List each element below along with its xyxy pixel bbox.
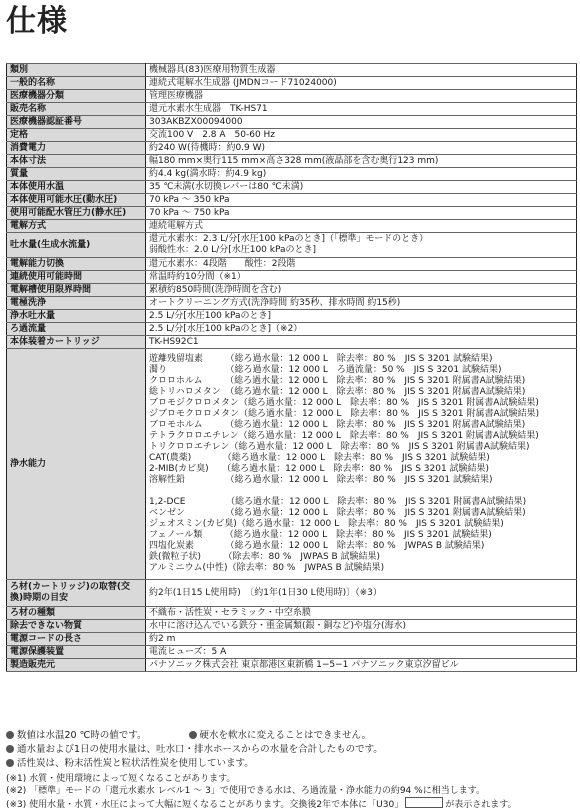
bullet-text: 数値は水温20 ℃時の値です。 [17,730,147,741]
spec-value [146,168,577,181]
spec-row [7,646,577,659]
spec-value-line: パナソニック株式会社 東京都港区東新橋 1−5−1 パナソニック東京汐留ビル [149,659,459,670]
spec-row [7,90,577,103]
spec-value [146,129,577,142]
spec-value [146,194,577,207]
spec-label: ろ過流量 [7,323,146,336]
spec-label: 連続使用可能時間 [7,271,146,284]
spec-value [146,284,577,297]
spec-value-line: 303AKBZX00094000 [149,116,243,127]
spec-label: 本体使用可能水圧(動水圧) [7,194,146,207]
spec-value [146,646,577,659]
spec-row [7,271,577,284]
spec-value [146,607,577,620]
spec-value-line: 溶解性鉛 （総ろ過水量：12 000 L 除去率：80 % JIS S 3201 試験結果) [149,475,493,485]
spec-value-line: 不織布・活性炭・セラミック・中空糸膜 [149,607,311,618]
bullet-line [6,757,577,771]
spec-value-line: 遊離残留塩素 （総ろ過水量：12 000 L 除去率：80 % JIS S 3201 試験結果) [149,354,493,364]
spec-label: 電極洗浄 [7,297,146,310]
bullet-notes [6,729,577,771]
spec-value-line: 弱酸性水：2.0 L/分[水圧100 kPaのとき] [149,245,317,255]
spec-row [7,258,577,271]
spec-label: 一般的名称 [7,77,146,90]
spec-value-line: 2.5 L/分[水圧100 kPaのとき] [149,310,272,321]
spec-value-line: 常温時約10分間（※1） [149,271,246,282]
footnote-text: が表示されます。 [445,800,517,810]
spec-value-line: 約2 m [149,633,176,644]
spec-value-line: テトラクロロエチレン（総ろ過水量：12 000 L 除去率：80 % JIS S 3201 附属書A試験結果) [149,431,539,441]
spec-value [146,297,577,310]
spec-label: 製造販売元 [7,659,146,672]
spec-value [146,271,577,284]
spec-value [146,77,577,90]
spec-value-line: オートクリーニング方式(洗浄時間 約35秒、排水時間 約15秒) [149,297,401,308]
display-indicator-box [405,797,443,808]
spec-label: ろ材(カートリッジ)の取替(交換)時期の目安 [7,580,146,607]
spec-row [7,155,577,168]
spec-row [7,129,577,142]
spec-table [6,63,577,672]
bullet-dot-icon [6,745,14,753]
spec-row [7,77,577,90]
spec-value [146,155,577,168]
spec-label: 浄水能力 [7,349,146,580]
spec-row [7,607,577,620]
spec-value-line: 累積約850時間(洗浄時間を含む) [149,284,282,295]
spec-value [146,142,577,155]
bullet-dot-icon [6,731,14,739]
spec-value-line: 約4.4 kg(満水時：約4.9 kg) [149,168,267,179]
footnote [6,797,577,811]
footnote: (※2) 「標準」モードの「還元水素水 レベル1 ～ 3」で使用できる水は、ろ過流量・浄水能力の約94 %に相当します。 [6,786,485,796]
spec-value-line: 鉄(微粒子状) （除去率：80 % JWPAS B 試験結果) [149,552,381,562]
bullet-dot-icon [189,731,197,739]
spec-row [7,220,577,233]
bullet-text: 活性炭は、粉末活性炭と粒状活性炭を使用しています。 [17,758,254,769]
spec-row [7,142,577,155]
spec-value-line: 連続電解方式 [149,220,204,231]
spec-value-line: 管理医療機器 [149,90,204,101]
spec-label: 質量 [7,168,146,181]
spec-value-line: ジブロモクロロメタン（総ろ過水量：12 000 L 除去率：80 % JIS S 3201 附属書A試験結果) [149,409,540,419]
spec-value [146,310,577,323]
spec-label: 医療機器認証番号 [7,116,146,129]
spec-label: 本体寸法 [7,155,146,168]
spec-value-line: 還元水素水：2.3 L/分[水圧100 kPaのとき]（「標準」モードのとき） [149,234,429,244]
bullet-line [6,729,577,743]
spec-value [146,116,577,129]
bullet-text: 通水量および1日の使用水量は、吐水口・排水ホースからの水量を合計したものです。 [17,744,383,755]
spec-value [146,659,577,672]
spec-row [7,233,577,258]
spec-value-line: 還元水素水：4段階 酸性：2段階 [149,258,296,269]
spec-label: 類別 [7,64,146,77]
spec-label: 販売名称 [7,103,146,116]
spec-value-line: 電流ヒューズ：5 A [149,646,227,657]
spec-row [7,103,577,116]
spec-row [7,323,577,336]
spec-value-line: 1,2-DCE （総ろ過水量：12 000 L 除去率：80 % JIS S 3201 附属書A試験結果) [149,497,527,507]
spec-value-line: 交流100 V 2.8 A 50-60 Hz [149,129,276,140]
spec-value-line: 連続式電解水生成器 (JMDNコード71024000) [149,77,337,88]
spec-value-line: 約2年(1日15 L使用時) 〔約1年(1日30 L使用時)〕（※3） [149,587,382,598]
spec-value-line: 70 kPa ～ 750 kPa [149,207,230,218]
spec-row [7,168,577,181]
spec-row [7,310,577,323]
spec-label: 本体装着カートリッジ [7,336,146,349]
spec-value-line: クロロホルム （総ろ過水量：12 000 L 除去率：80 % JIS S 3201 附属書A試験結果) [149,376,526,386]
spec-value-line: 2-MIB(カビ臭) （総ろ過水量：12 000 L 除去率：80 % JIS S 3201 試験結果) [149,464,490,474]
spec-row [7,620,577,633]
spec-value-line: ブロモジクロロメタン（総ろ過水量：12 000 L 除去率：80 % JIS S 3201 附属書A試験結果) [149,398,539,408]
spec-row [7,194,577,207]
spec-value-line: 還元水素水生成器 TK-HS71 [149,103,268,114]
spec-row [7,284,577,297]
spec-value [146,620,577,633]
spec-value-line: トリクロロエチレン（総ろ過水量：12 000 L 除去率：80 % JIS S 3201 附属書A試験結果) [149,442,530,452]
spec-value-line: ジェオスミン(カビ臭)（総ろ過水量：12 000 L 除去率：80 % JIS S 3201 試験結果) [149,519,504,529]
spec-row [7,349,577,580]
spec-value-line: アルミニウム(中性)（除去率：80 % JWPAS B 試験結果) [149,563,385,573]
spec-value [146,633,577,646]
spec-label: 電解方式 [7,220,146,233]
spec-label: 定格 [7,129,146,142]
spec-label: 電源保護装置 [7,646,146,659]
spec-row [7,580,577,607]
spec-row [7,207,577,220]
footnote-text: (※3) 使用水量・水質・水圧によって大幅に短くなることがあります。交換後2年で本体に「U30」 [6,800,404,810]
spec-value-line: CAT(農薬) （総ろ過水量：12 000 L 除去率：80 % JIS S 3201 試験結果) [149,453,490,463]
spec-row [7,297,577,310]
spec-value-line: 機械器具(83)医療用物質生成器 [149,64,276,75]
spec-row [7,336,577,349]
spec-label: 使用可能配水管圧力(静水圧) [7,207,146,220]
bullet-line [6,743,577,757]
spec-label: 除去できない物質 [7,620,146,633]
spec-value-line: 水中に溶け込んでいる鉄分・重金属類(銀・銅など)や塩分(海水) [149,620,407,631]
bullet-dot-icon [6,759,14,767]
spec-value-line [149,486,573,497]
spec-label: 電解槽使用限界時間 [7,284,146,297]
spec-value [146,233,577,258]
spec-value-line: フェノール類 （総ろ過水量：12 000 L 除去率：80 % JIS S 3201 試験結果) [149,530,492,540]
spec-value [146,207,577,220]
spec-value-line: TK-HS92C1 [149,336,199,347]
spec-label: 浄水吐水量 [7,310,146,323]
spec-value-line: 2.5 L/分[水圧100 kPaのとき]（※2） [149,323,303,334]
spec-label: 電解能力切換 [7,258,146,271]
spec-value [146,323,577,336]
spec-value-line: 総トリハロメタン （総ろ過水量：12 000 L 除去率：80 % JIS S 3201 附属書A試験結果) [149,387,526,397]
spec-label: 吐水量(生成水流量) [7,233,146,258]
spec-value-line: ベンゼン （総ろ過水量：12 000 L 除去率：80 % JIS S 3201 附属書A試験結果) [149,508,526,518]
spec-value [146,258,577,271]
spec-label: 本体使用水温 [7,181,146,194]
spec-row [7,181,577,194]
spec-value-line: 幅180 mm×奥行115 mm×高さ328 mm(液晶部を含む奥行123 mm) [149,155,439,166]
spec-value-line: 四塩化炭素 （総ろ過水量：12 000 L 除去率：80 % JWPAS B 試験結果) [149,541,485,551]
bullet-text: 硬水を軟水に変えることはできません。 [199,730,372,741]
spec-value [146,336,577,349]
spec-label: 電源コードの長さ [7,633,146,646]
spec-value [146,220,577,233]
page-title: 仕様 [6,4,68,39]
spec-value-line: 35 ℃未満(水切換レバーは80 ℃未満) [149,181,304,192]
spec-value [146,103,577,116]
spec-value-line: 70 kPa ～ 350 kPa [149,194,230,205]
spec-value [146,90,577,103]
spec-label: 医療機器分類 [7,90,146,103]
spec-value-line: 濁り （総ろ過水量：12 000 L ろ過流量：50 % JIS S 3201 試験結果) [149,365,502,375]
spec-value [146,580,577,607]
spec-value [146,64,577,77]
spec-value [146,349,577,580]
spec-row [7,659,577,672]
spec-row [7,633,577,646]
spec-row [7,64,577,77]
spec-label: 消費電力 [7,142,146,155]
spec-row [7,116,577,129]
spec-value-line: 約240 W(待機時：約0.9 W) [149,142,266,153]
spec-value [146,181,577,194]
spec-label: ろ材の種類 [7,607,146,620]
footnotes [6,773,577,811]
spec-value-line: ブロモホルム （総ろ過水量：12 000 L 除去率：80 % JIS S 3201 附属書A試験結果) [149,420,526,430]
footnote: (※1) 水質・使用環境によって短くなることがあります。 [6,774,236,784]
